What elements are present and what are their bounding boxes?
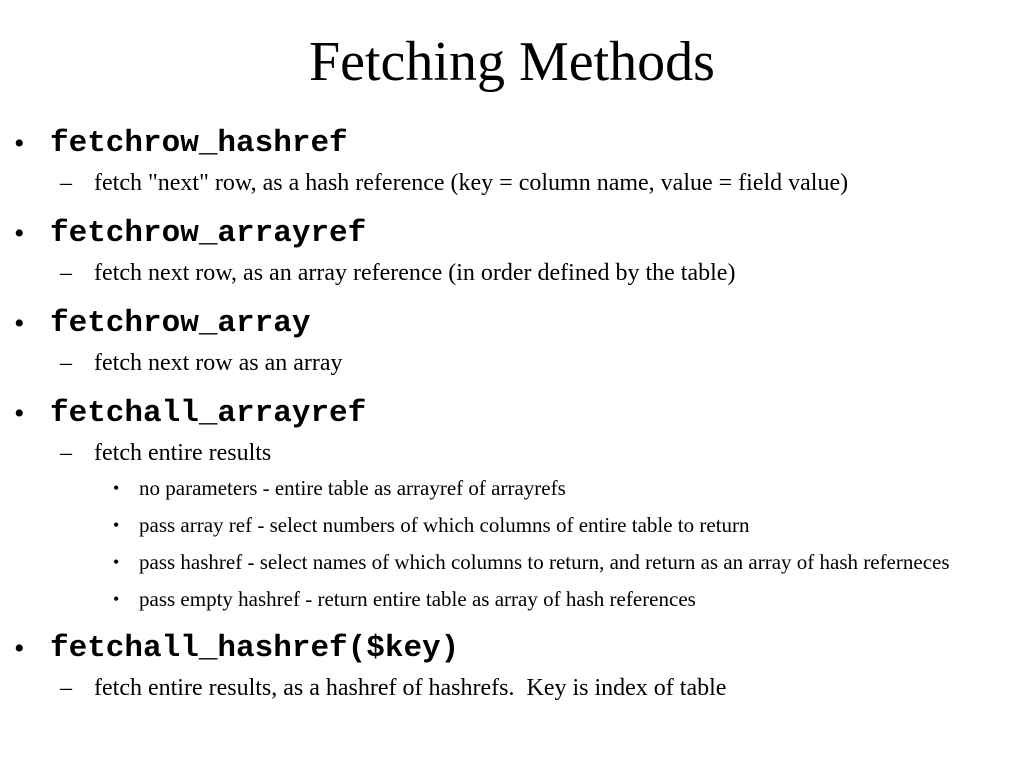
sub-item-text: pass hashref - select names of which columns to return, and return as an array of hash referneces — [139, 550, 950, 574]
method-name: fetchrow_arrayref — [50, 216, 367, 251]
bullet-icon: • — [14, 217, 25, 250]
bullet-icon: • — [113, 515, 120, 535]
sub-item-text: pass empty hashref - return entire table as array of hash references — [139, 587, 696, 611]
slide-title: Fetching Methods — [309, 31, 715, 93]
method-description — [0, 347, 1024, 379]
dash-icon: – — [60, 170, 72, 196]
dash-icon: – — [60, 350, 72, 376]
method-description — [0, 672, 1024, 704]
method-item-fetchrow-arrayref — [0, 212, 1024, 256]
bullet-icon: • — [14, 397, 25, 430]
dash-icon: – — [60, 260, 72, 286]
dash-icon: – — [60, 440, 72, 466]
method-description — [0, 437, 1024, 469]
sub-item — [0, 510, 1024, 540]
description-text: fetch "next" row, as a hash reference (key = column name, value = field value) — [94, 170, 849, 196]
method-name: fetchall_hashref($key) — [50, 631, 460, 666]
method-name: fetchrow_array — [50, 306, 311, 341]
sub-item-text: no parameters - entire table as arrayref of arrayrefs — [139, 476, 566, 500]
sub-item-text: pass array ref - select numbers of which columns of entire table to return — [139, 513, 750, 537]
sub-item — [0, 584, 1024, 614]
method-item-fetchrow-array — [0, 302, 1024, 346]
method-name: fetchall_arrayref — [50, 396, 367, 431]
description-text: fetch entire results — [94, 440, 272, 466]
bullet-icon: • — [113, 478, 120, 498]
bullet-icon: • — [14, 632, 25, 665]
method-item-fetchall-hashref — [0, 627, 1024, 671]
method-item-fetchall-arrayref — [0, 392, 1024, 436]
method-description — [0, 257, 1024, 289]
description-text: fetch next row, as an array reference (in order defined by the table) — [94, 260, 736, 286]
sub-item — [0, 473, 1024, 503]
bullet-list — [0, 122, 1024, 717]
method-description — [0, 167, 1024, 199]
dash-icon: – — [60, 675, 72, 701]
method-item-fetchrow-hashref — [0, 122, 1024, 166]
bullet-icon: • — [113, 589, 120, 609]
method-name: fetchrow_hashref — [50, 126, 348, 161]
description-text: fetch entire results, as a hashref of hashrefs. Key is index of table — [94, 675, 727, 701]
description-text: fetch next row as an array — [94, 350, 343, 376]
bullet-icon: • — [113, 552, 120, 572]
sub-item — [0, 547, 1024, 577]
bullet-icon: • — [14, 127, 25, 160]
bullet-icon: • — [14, 307, 25, 340]
